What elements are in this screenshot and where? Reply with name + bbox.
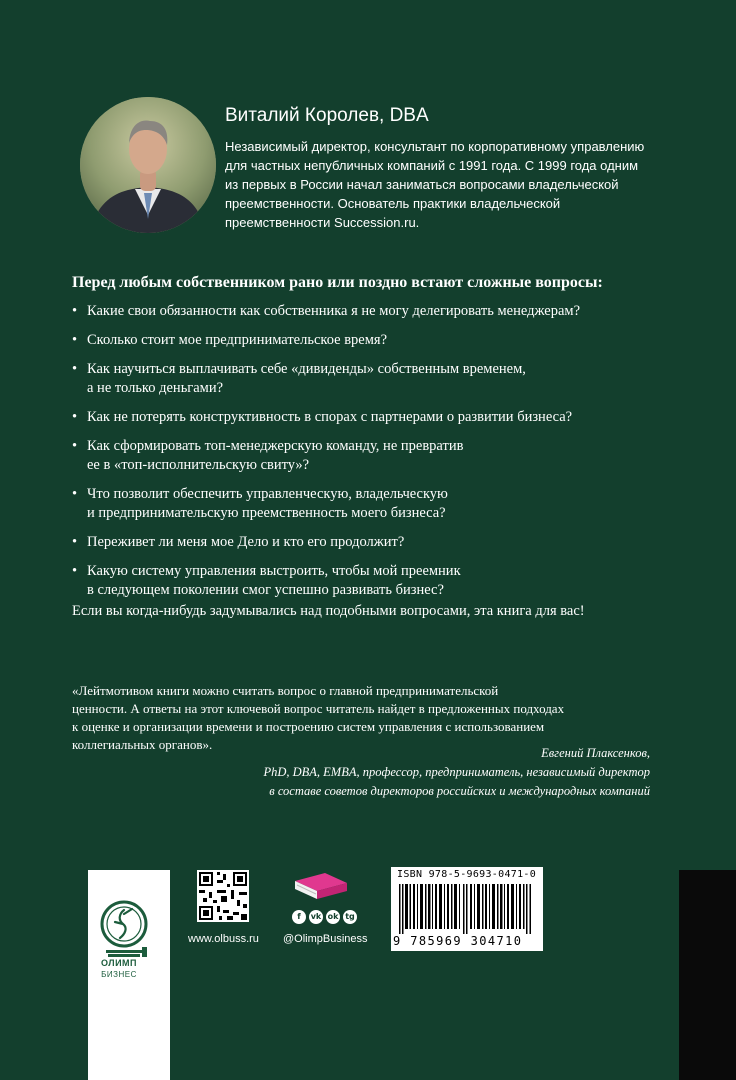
publisher-emblem-icon <box>88 892 170 962</box>
question-item <box>72 360 672 398</box>
author-photo <box>80 97 216 233</box>
author-bio-line: из первых в России начал заниматься вопросами владельческой <box>225 177 619 192</box>
quote-line: коллегиальных органов». <box>72 737 213 752</box>
question-item <box>72 331 672 350</box>
attribution-line: в составе советов директоров российских и международных компаний <box>269 784 650 798</box>
isbn-digits: 9 785969 304710 <box>393 934 523 948</box>
question-line: ее в «топ-исполнительскую свиту»? <box>87 457 310 473</box>
question-line: • Переживет ли меня мое Дело и кто его продолжит? <box>87 534 405 550</box>
social-icons <box>292 910 357 924</box>
quote-line: к оценке и организации времени и построению систем управления с использованием <box>72 719 545 734</box>
question-item <box>72 562 672 600</box>
questions-outro: Если вы когда-нибудь задумывались над подобными вопросами, эта книга для вас! <box>72 603 585 619</box>
author-bio <box>225 137 695 232</box>
question-line: • Как сформировать топ-менеджерскую команду, не превратив <box>87 438 464 454</box>
isbn-barcode <box>391 867 543 951</box>
question-line: и предпринимательскую преемственность моего бизнеса? <box>87 505 446 521</box>
isbn-label: ISBN 978-5-9693-0471-0 <box>397 869 537 880</box>
question-item <box>72 302 672 321</box>
author-portrait-image <box>80 97 216 233</box>
question-line: • Как научиться выплачивать себе «дивиденды» собственным временем, <box>87 361 526 377</box>
publisher-logo <box>88 870 170 1080</box>
website-link[interactable]: www.olbuss.ru <box>188 933 259 945</box>
question-line: • Какую систему управления выстроить, чтобы мой преемник <box>87 563 461 579</box>
social-handle[interactable]: @OlimpBusiness <box>283 933 368 945</box>
publisher-logo-line2: БИЗНЕС <box>101 970 137 979</box>
attribution-line: Евгений Плаксенков, <box>541 746 650 760</box>
vk-icon[interactable]: vk <box>309 910 323 924</box>
facebook-icon[interactable]: f <box>292 910 306 924</box>
odnoklassniki-icon[interactable]: ok <box>326 910 340 924</box>
questions-list <box>72 302 672 610</box>
question-line: • Сколько стоит мое предпринимательское время? <box>87 332 388 348</box>
question-line: • Как не потерять конструктивность в спорах с партнерами о развитии бизнеса? <box>87 409 573 425</box>
telegram-icon[interactable]: tg <box>343 910 357 924</box>
qr-code-icon <box>197 870 249 922</box>
questions-intro: Перед любым собственником рано или поздно встают сложные вопросы: <box>72 274 603 291</box>
quote-line: «Лейтмотивом книги можно считать вопрос о главной предпринимательской <box>72 683 499 698</box>
quote-attribution <box>263 744 650 801</box>
question-item <box>72 485 672 523</box>
question-line: а не только деньгами? <box>87 380 224 396</box>
question-line: • Какие свои обязанности как собственника я не могу делегировать менеджерам? <box>87 303 581 319</box>
question-line: • Что позволит обеспечить управленческую, владельческую <box>87 486 448 502</box>
author-bio-line: для частных непубличных компаний с 1991 года. С 1999 года одним <box>225 158 639 173</box>
attribution-line: PhD, DBA, EMBA, профессор, предприниматель, независимый директор <box>263 765 650 779</box>
qr-code <box>197 870 249 922</box>
author-bio-line: преемственности Succession.ru. <box>225 215 420 230</box>
book-icon <box>289 869 351 903</box>
quote-line: ценности. А ответы на этот ключевой вопрос читатель найдет в предложенных подходах <box>72 701 565 716</box>
publisher-logo-line1: ОЛИМП <box>100 958 138 968</box>
question-item <box>72 437 672 475</box>
black-panel <box>679 870 736 1080</box>
author-bio-line: преемственности. Основатель практики владельческой <box>225 196 561 211</box>
author-bio-line: Независимый директор, консультант по корпоративному управлению <box>225 139 645 154</box>
question-line: в следующем поколении смог успешно развивать бизнес? <box>87 582 444 598</box>
question-item <box>72 408 672 427</box>
question-item <box>72 533 672 552</box>
barcode-bars <box>399 884 535 934</box>
author-name: Виталий Королев, DBA <box>225 105 429 126</box>
